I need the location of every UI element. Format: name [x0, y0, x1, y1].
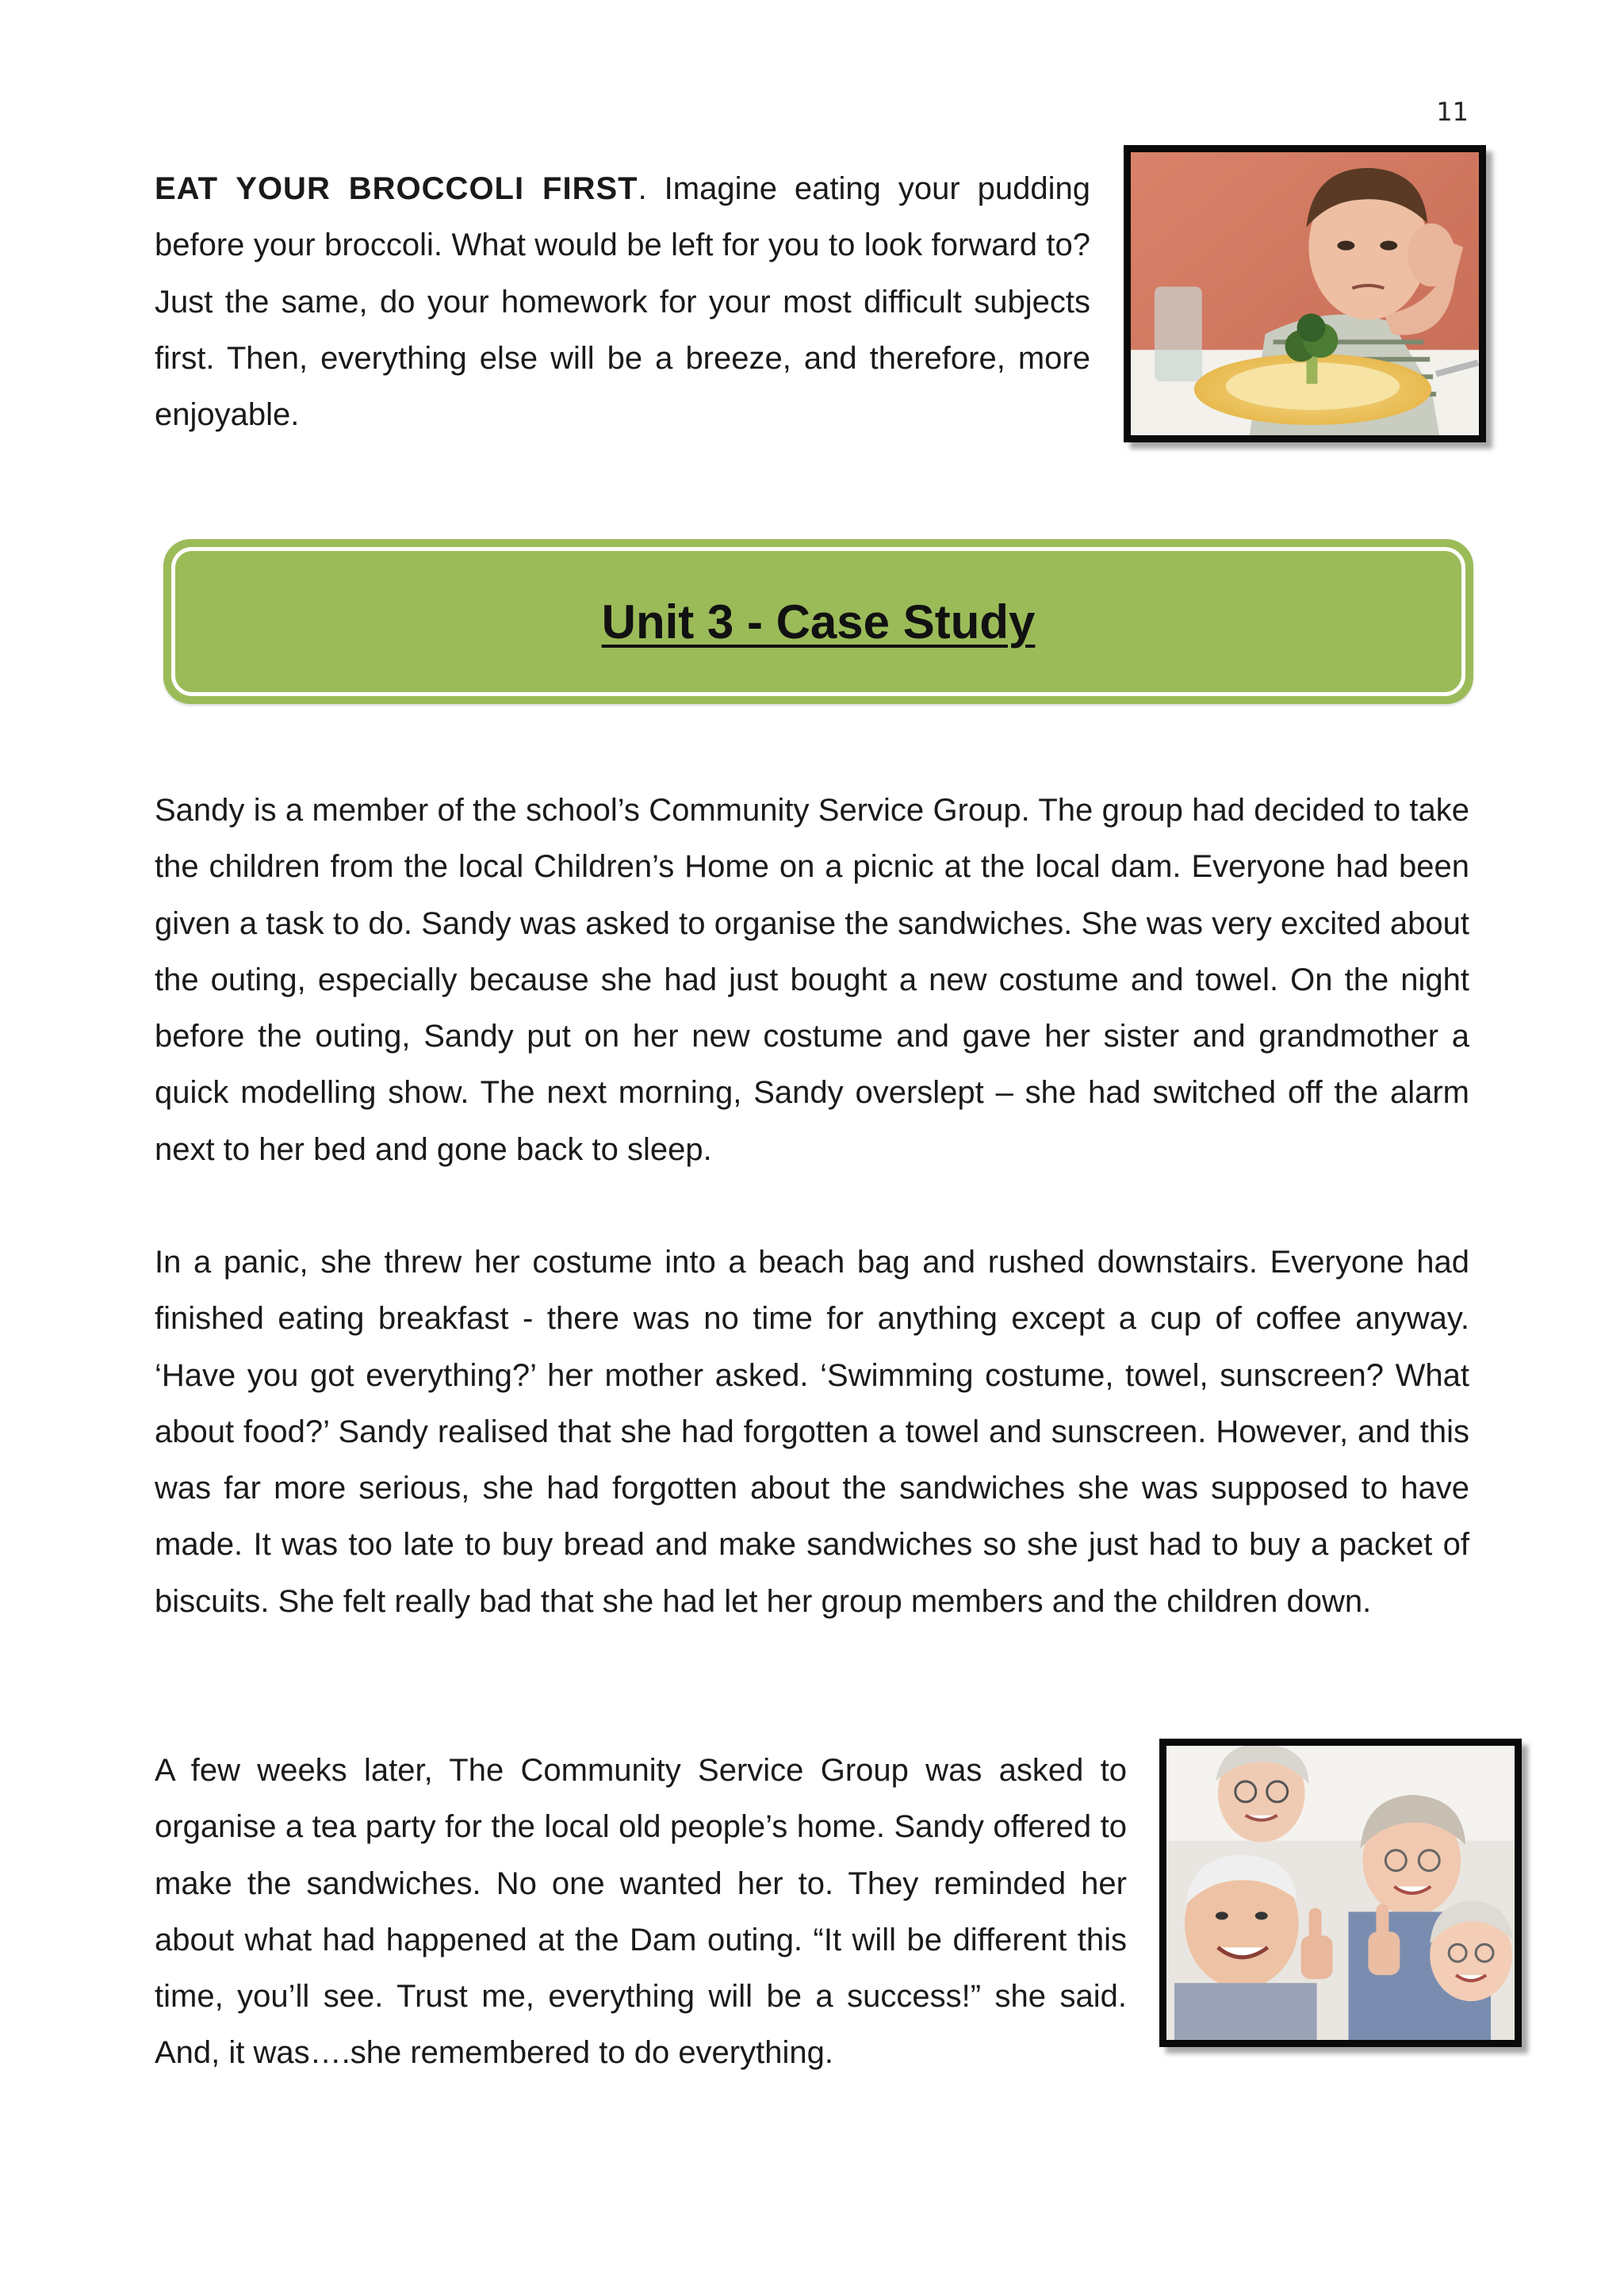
elderly-group-thumbs-up-photo [1159, 1739, 1522, 2047]
unit-banner [163, 539, 1473, 704]
case-study-paragraph-3: A few weeks later, The Community Service Group was asked to organise a tea party for the local old people’s home. Sandy offered to make the sandwiches. No one wanted her to. They reminded her about what had happened at the Dam outing. “It will be different this time, you’ll see. Trust me, everything will be a success!” she said. And, it was….she remembered to do everything. [155, 1753, 1127, 2071]
boy-with-broccoli-photo [1124, 145, 1486, 442]
tip-heading: EAT YOUR BROCCOLI FIRST [155, 171, 638, 206]
case-study-paragraph-2: In a panic, she threw her costume into a beach bag and rushed downstairs. Everyone had finished eating breakfast - there was no time for anything except a cup of coffee anyway. ‘Have you got everything?’ her mother asked. ‘Swimming costume, towel, sunscreen? What about food?’ Sandy realised that she had forgotten a towel and sunscreen. However, and this was far more serious, she had forgotten about the sandwiches she was supposed to have made. It was too late to buy bread and make sandwiches so she just had to buy a packet of biscuits. She felt really bad that she had let her group members and the children down. [155, 1245, 1469, 1619]
unit-banner-inner [171, 547, 1465, 696]
tip-text: . Imagine eating your pudding before your broccoli. What would be left for you to look forward to? Just the same, do your homework for your most difficult subjects first. Then, everything else will be a breeze, and therefore, more enjoyable. [155, 171, 1090, 433]
broccoli-tip-paragraph [155, 161, 1090, 443]
page-number: 11 [1436, 97, 1469, 127]
case-study-paragraph-1: Sandy is a member of the school’s Community Service Group. The group had decided to take the children from the local Children’s Home on a picnic at the local dam. Everyone had been given a task to do. Sandy was asked to organise the sandwiches. She was very excited about the outing, especially because she had just bought a new costume and towel. On the night before the outing, Sandy put on her new costume and gave her sister and grandmother a quick modelling show. The next morning, Sandy overslept – she had switched off the alarm next to her bed and gone back to sleep. [155, 793, 1469, 1167]
unit-title: Unit 3 - Case Study [601, 595, 1036, 649]
